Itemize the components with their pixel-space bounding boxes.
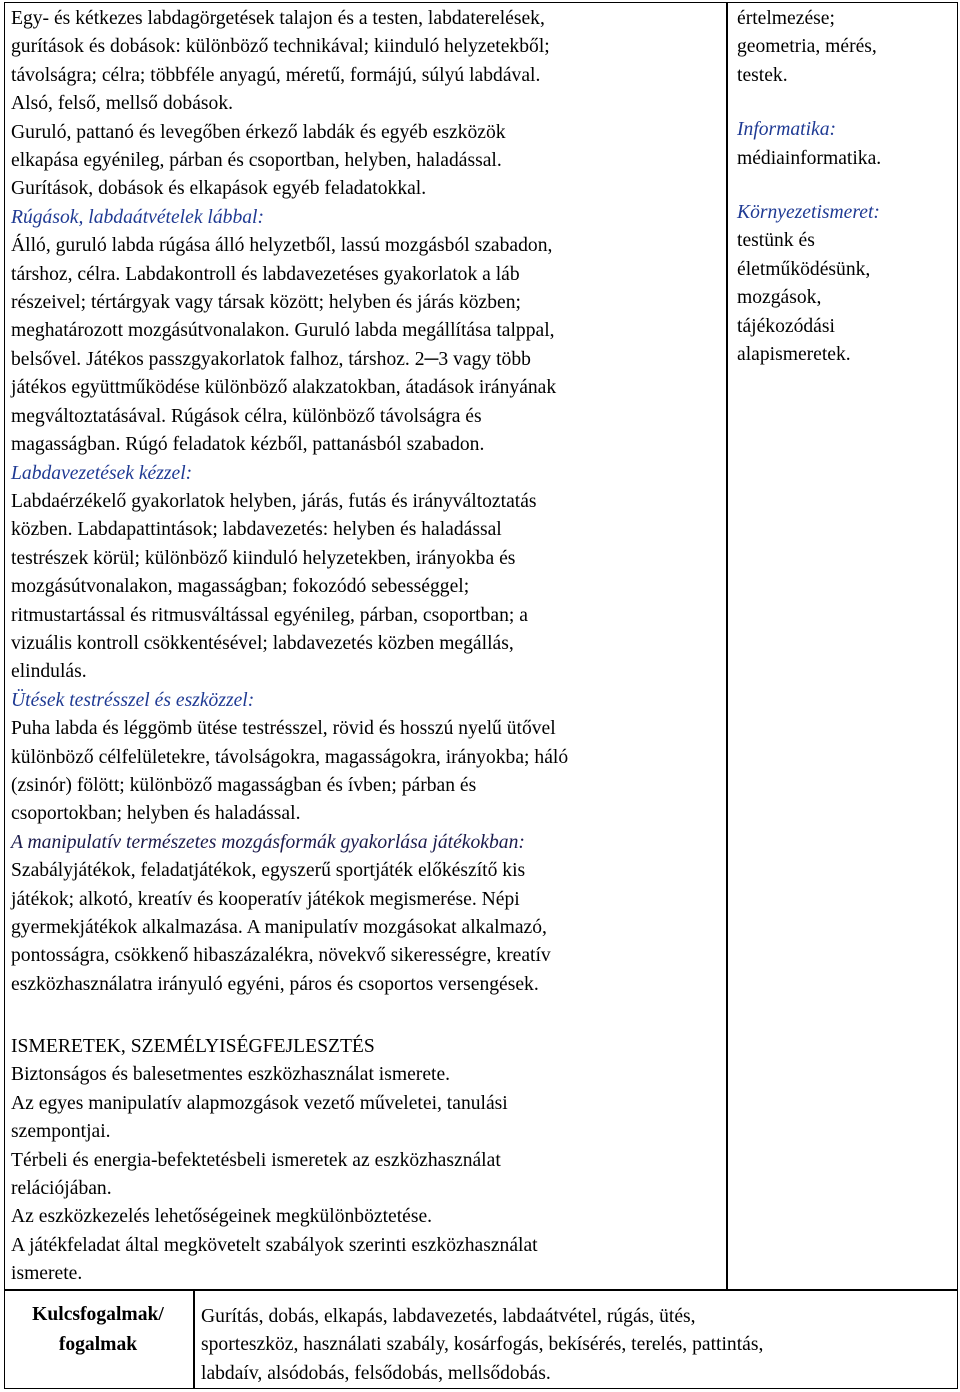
main-text-line: közben. Labdapattintások; labdavezetés: helyben és haladással — [11, 519, 502, 541]
kulcsfogalmak-line: labdaív, alsódobás, felsődobás, mellsődobás. — [201, 1362, 551, 1384]
main-text-line: testrészek körül; különböző kiinduló helyzetekben, irányokba és — [11, 547, 516, 569]
section-heading-utesek: Ütések testrésszel és eszközzel: — [11, 689, 255, 711]
main-text-line: Labdaérzékelő gyakorlatok helyben, járás, futás és irányváltoztatás — [11, 490, 537, 512]
spacer — [737, 90, 952, 116]
main-text-line: Álló, guruló labda rúgása álló helyzetből, lassú mozgásból szabadon, — [11, 235, 553, 257]
main-text-line: Szabályjátékok, feladatjátékok, egyszerű sportjáték előkészítő kis — [11, 860, 526, 882]
side-text-line: médiainformatika. — [737, 147, 882, 169]
ismeretek-line: szempontjai. — [11, 1121, 111, 1143]
ismeretek-heading: ISMERETEK, SZEMÉLYISÉGFEJLESZTÉS — [11, 1036, 375, 1057]
ismeretek-line: Az egyes manipulatív alapmozgások vezető műveletei, tanulási — [11, 1092, 508, 1114]
kornyezetismeret-label: Környezetismeret: — [737, 202, 880, 224]
ismeretek-line: A játékfeladat által megkövetelt szabályok szerinti eszközhasználat — [11, 1234, 538, 1256]
main-text-line: (zsinór) fölött; különböző magasságban és ívben; párban és — [11, 774, 477, 796]
main-text-line: játékos együttműködése különböző alakzatokban, átadások irányának — [11, 377, 557, 399]
main-text-line: eszközhasználatra irányuló egyéni, páros és csoportos versengések. — [11, 973, 539, 995]
main-text-line: mozgásútvonalakon, magasságban; fokozódó sebességgel; — [11, 576, 470, 598]
main-text-line: Puha labda és léggömb ütése testrésszel, rövid és hosszú nyelű ütővel — [11, 718, 556, 740]
side-text-line: tájékozódási — [737, 315, 835, 337]
section-heading-manipulativ: A manipulatív természetes mozgásformák gyakorlása játékokban: — [11, 831, 525, 853]
side-text-line: életműködésünk, — [737, 258, 871, 280]
main-text-line: magasságban. Rúgó feladatok kézből, pattanásból szabadon. — [11, 434, 485, 456]
side-text-line: testünk és — [737, 230, 815, 252]
main-text-line: megváltoztatásával. Rúgások célra, különböző távolságra és — [11, 405, 482, 427]
ismeretek-line: Az eszközkezelés lehetőségeinek megkülönböztetése. — [11, 1206, 433, 1228]
section-heading-rugasok: Rúgások, labdaátvételek lábbal: — [11, 206, 265, 228]
main-text-line: pontosságra, csökkenő hibaszázalékra, növekvő sikerességre, kreatív — [11, 945, 551, 967]
main-text-line: elkapása egyénileg, párban és csoportban, helyben, haladással. — [11, 150, 502, 172]
main-text-line: Guruló, pattanó és levegőben érkező labdák és egyéb eszközök — [11, 121, 506, 143]
side-column-cell — [737, 5, 952, 369]
side-text-line: mozgások, — [737, 287, 822, 309]
main-text-line: csoportokban; helyben és haladással. — [11, 803, 301, 825]
kulcsfogalmak-line: Gurítás, dobás, elkapás, labdavezetés, labdaátvétel, rúgás, ütés, — [201, 1306, 696, 1327]
main-text-line: Gurítások, dobások és elkapások egyéb feladatokkal. — [11, 178, 427, 200]
side-text-line: geometria, mérés, — [737, 36, 877, 58]
kulcsfogalmak-line: sporteszköz, használati szabály, kosárfogás, bekísérés, terelés, pattintás, — [201, 1334, 764, 1356]
main-text-line: távolságra; célra; többféle anyagú, méretű, formájú, súlyú labdával. — [11, 64, 541, 86]
side-text-line: testek. — [737, 64, 788, 86]
main-text-line: Alsó, felső, mellső dobások. — [11, 93, 234, 115]
kulcsfogalmak-label — [6, 1300, 190, 1360]
spacer — [737, 173, 952, 199]
main-text-line: részeivel; tértárgyak vagy társak között; helyben és járás közben; — [11, 292, 521, 314]
ismeretek-line: Biztonságos és balesetmentes eszközhasználat ismerete. — [11, 1064, 451, 1086]
kulcsfogalmak-label-line1: Kulcsfogalmak/ — [32, 1304, 164, 1325]
row-divider — [4, 1289, 958, 1291]
main-text-line: játékok; alkotó, kreatív és kooperatív játékok megismerése. Népi — [11, 888, 520, 910]
kulcsfogalmak-text — [201, 1303, 951, 1388]
ismeretek-line: ismerete. — [11, 1263, 83, 1285]
main-content-cell — [11, 5, 723, 999]
main-text-line: különböző célfelületekre, távolságokra, magasságokra, irányokba; háló — [11, 746, 569, 768]
label-divider — [193, 1289, 195, 1389]
side-text-line: alapismeretek. — [737, 344, 851, 366]
main-text-line: gyermekjátékok alkalmazása. A manipulatív mozgásokat alkalmazó, — [11, 917, 547, 938]
main-text-line: vizuális kontroll csökkentésével; labdavezetés közben megállás, — [11, 632, 514, 654]
main-text-line: ritmustartással és ritmusváltással egyénileg, párban, csoportban; a — [11, 604, 528, 626]
ismeretek-section — [11, 1033, 723, 1289]
main-text-line: Egy- és kétkezes labdagörgetések talajon és a testen, labdaterelések, — [11, 8, 545, 29]
ismeretek-line: Térbeli és energia-befektetésbeli ismeretek az eszközhasználat — [11, 1149, 501, 1171]
column-divider — [726, 2, 728, 1290]
main-text-line: elindulás. — [11, 661, 87, 683]
side-text-line: értelmezése; — [737, 8, 835, 29]
main-text-line: gurítások és dobások: különböző technikával; kiinduló helyzetekből; — [11, 36, 550, 58]
informatika-label: Informatika: — [737, 119, 837, 141]
main-text-line: meghatározott mozgásútvonalakon. Guruló labda megállítása talppal, — [11, 320, 555, 342]
kulcsfogalmak-label-line2: fogalmak — [58, 1334, 138, 1355]
main-text-line: belsővel. Játékos passzgyakorlatok falhoz, társhoz. 2─3 vagy több — [11, 348, 531, 370]
section-heading-labdavezetesek: Labdavezetések kézzel: — [11, 462, 193, 484]
ismeretek-line: relációjában. — [11, 1178, 112, 1200]
main-text-line: társhoz, célra. Labdakontroll és labdavezetéses gyakorlatok a láb — [11, 263, 520, 285]
